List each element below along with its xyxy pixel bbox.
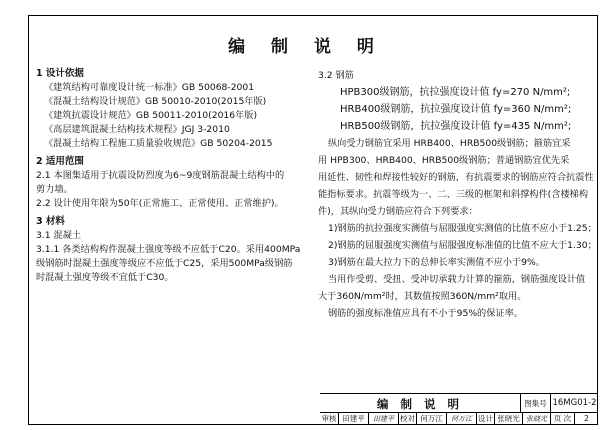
section-heading: 3 材料 xyxy=(36,216,65,227)
text-line: HRB400级钢筋，抗拉强度设计值 fy=360 N/mm²; xyxy=(340,104,572,115)
text-line: 能指标要求。抗震等级为一、二、三级的框架和斜撑构件(含楼梯构 xyxy=(318,189,589,200)
text-line: 纵向受力钢筋宜采用 HRB400、HRB500级钢筋；箍筋宜采 xyxy=(328,138,571,149)
text-line: 《建筑结构可靠度设计统一标准》GB 50068-2001 xyxy=(44,82,255,93)
text-line: 2.2 设计使用年限为50年(正常施工、正常使用、正常维护)。 xyxy=(36,198,284,209)
design-signature: 张晓光 xyxy=(522,412,550,425)
review-signature: 田建平 xyxy=(368,412,398,425)
text-line: 3.1.1 各类结构构件混凝土强度等级不应低于C20。采用400MPa xyxy=(36,244,301,255)
design-name: 张晓光 xyxy=(494,412,522,425)
review-name: 田建平 xyxy=(338,412,368,425)
section-heading: 1 设计依据 xyxy=(36,68,84,79)
check-label: 校对 xyxy=(400,414,415,423)
text-line: 《混凝土结构设计规范》GB 50010-2010(2015年版) xyxy=(44,96,267,107)
text-line: 用延性、韧性和焊接性较好的钢筋，有抗震要求的钢筋应符合抗震性 xyxy=(318,172,594,183)
atlas-no: 16MG01-2 xyxy=(550,394,598,412)
text-line: 钢筋的强度标准值应具有不小于95%的保证率。 xyxy=(328,308,523,319)
atlas-no-label: 图集号 xyxy=(520,394,550,412)
text-line: 《高层建筑混凝土结构技术规程》JGJ 3-2010 xyxy=(44,124,230,135)
text-line: 2.1 本图集适用于抗震设防烈度为6~9度钢筋混凝土结构中的 xyxy=(36,170,285,181)
text-line: 2)钢筋的屈服强度实测值与屈服强度标准值的比值不应大于1.30； xyxy=(328,240,597,251)
title-block-title: 编 制 说 明 xyxy=(376,397,463,411)
text-line: 当用作受剪、受扭、受冲切承载力计算的箍筋，钢筋强度设计值 xyxy=(328,274,586,285)
text-line: 1)钢筋的抗拉强度实测值与屈服强度实测值的比值不应小于1.25； xyxy=(328,223,597,234)
left-column xyxy=(36,67,304,285)
check-signature: 何万江 xyxy=(446,412,476,425)
text-line: 3.1 混凝土 xyxy=(36,230,82,241)
text-line: 件)，其纵向受力钢筋应符合下列要求： xyxy=(318,206,478,217)
text-line: 3)钢筋在最大拉力下的总伸长率实测值不应小于9%。 xyxy=(328,257,545,268)
page-number: 2 xyxy=(574,412,598,425)
check-name: 何万江 xyxy=(416,412,446,425)
title-block-bottom-row xyxy=(320,412,598,425)
right-column xyxy=(318,67,597,322)
text-line: 剪力墙。 xyxy=(36,184,73,195)
page-label: 页 次 xyxy=(550,412,574,425)
text-line: 时混凝土强度等级不宜低于C30。 xyxy=(36,272,174,283)
title-block xyxy=(320,393,598,425)
review-label: 审核 xyxy=(321,414,337,423)
design-label: 设计 xyxy=(478,414,493,423)
text-line: HRB500级钢筋，抗拉强度设计值 fy=435 N/mm²; xyxy=(340,121,572,132)
title-block-top-row xyxy=(320,394,598,413)
section-heading: 2 适用范围 xyxy=(36,156,84,167)
text-line: HPB300级钢筋，抗拉强度设计值 fy=270 N/mm²; xyxy=(340,87,571,98)
text-line: 级钢筋时混凝土强度等级应不应低于C25，采用500MPa级钢筋 xyxy=(36,258,293,269)
text-line: 用 HPB300、HRB400、HRB500级钢筋；普通钢筋宜优先采 xyxy=(318,155,570,166)
text-line: 《建筑抗震设计规范》GB 50011-2010(2016年版) xyxy=(44,110,258,121)
text-line: 《混凝土结构工程施工质量验收规范》GB 50204-2015 xyxy=(44,138,273,149)
page-title: 编 制 说 明 xyxy=(228,37,384,57)
text-line: 大于360N/mm²时，其数值按照360N/mm²取用。 xyxy=(318,291,527,302)
section-heading: 3.2 钢筋 xyxy=(318,70,354,81)
